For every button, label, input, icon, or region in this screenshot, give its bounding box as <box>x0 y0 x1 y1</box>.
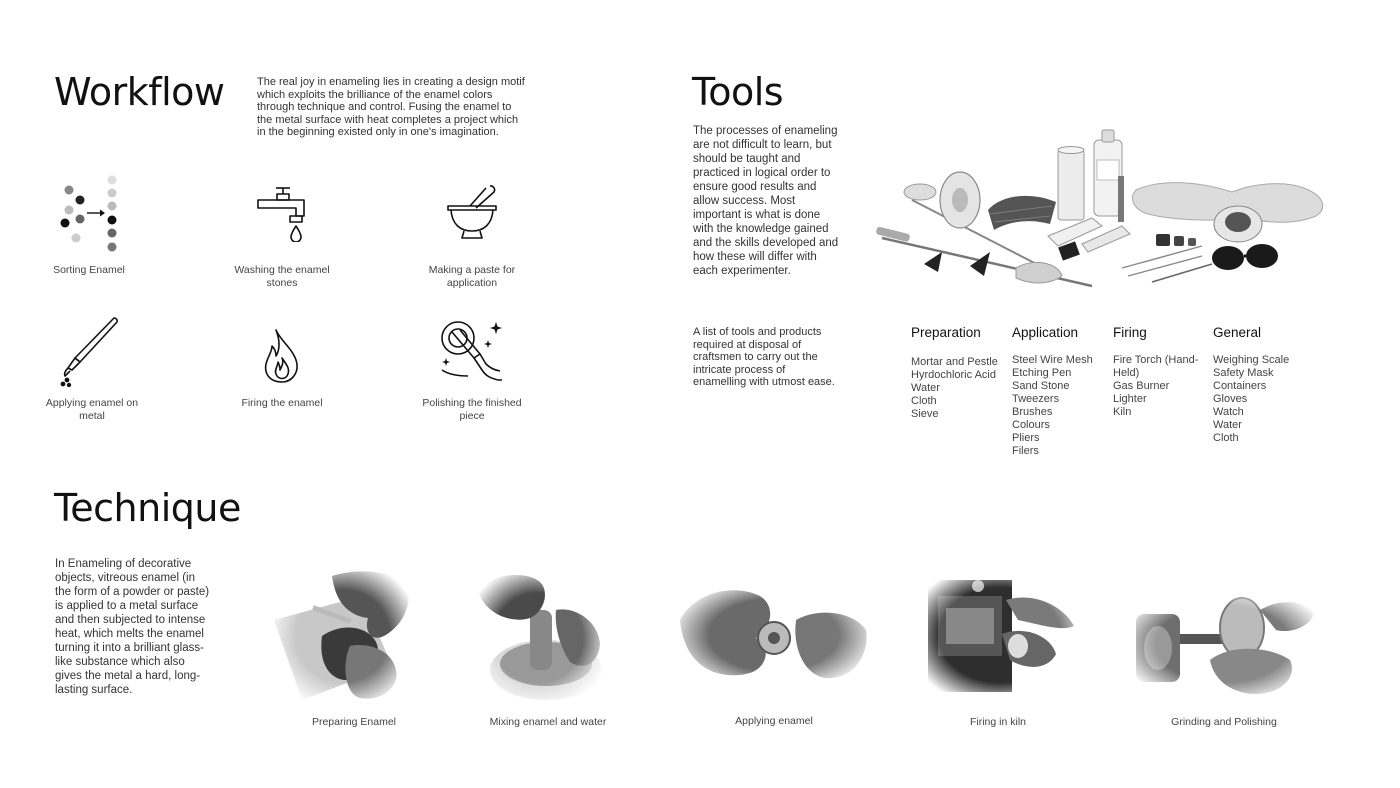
tool-item: Watch <box>1213 406 1244 418</box>
tools-list-intro: A list of tools and products required at disposal of craftsmen to carry out the intricate process of enamelling with utmost ease. <box>693 326 835 388</box>
tool-item: Pliers <box>1012 432 1040 444</box>
category-heading: Application <box>1012 325 1079 340</box>
tools-title: Tools <box>692 70 784 114</box>
tool-item: Hyrdochloric Acid <box>911 369 996 381</box>
tool-item: Etching Pen <box>1012 367 1072 379</box>
workflow-title: Workflow <box>54 70 225 114</box>
tool-item: Gloves <box>1213 393 1248 405</box>
sorting-icon <box>56 175 122 255</box>
category-heading: General <box>1213 325 1262 340</box>
workflow-intro: The real joy in enameling lies in creating a design motif which exploits the brilliance of the enamel colors through technique and control. Fusing the enamel to the metal surface with heat completes a project which in the beginning existed only in one's imagination. <box>257 76 525 138</box>
category-heading: Firing <box>1113 325 1147 340</box>
preparing-enamel-photo <box>272 566 414 706</box>
tools-category-application <box>1012 325 1104 458</box>
tools-category-firing <box>1113 325 1203 419</box>
technique-intro: In Enameling of decorative objects, vitreous enamel (in the form of a powder or paste) is applied to a metal surface and then subjected to intense heat, which melts the enamel turning it into a brilliant glass-like substance which also gives the metal a hard, long-lasting surface. <box>55 558 210 696</box>
tools-category-general <box>1213 325 1305 445</box>
tool-item: Tweezers <box>1012 393 1060 405</box>
step-label: Firing the enamel <box>241 397 323 409</box>
category-heading: Preparation <box>911 325 981 340</box>
tool-item: Steel Wire Mesh <box>1012 354 1093 366</box>
tool-item: Kiln <box>1113 406 1132 418</box>
tool-item: Sand Stone <box>1012 380 1070 392</box>
tap-icon <box>256 186 308 242</box>
step-label: Washing the enamel stones <box>234 264 330 289</box>
step-label: Making a paste for application <box>428 264 516 289</box>
tool-item: Sieve <box>911 408 939 420</box>
step-label: Applying enamel on metal <box>45 397 139 422</box>
brush-icon <box>60 316 120 388</box>
tool-item: Weighing Scale <box>1213 354 1290 366</box>
firing-in-kiln-photo <box>922 574 1078 696</box>
tool-item: Safety Mask <box>1213 367 1274 379</box>
tool-item: Cloth <box>911 395 937 407</box>
photo-caption: Firing in kiln <box>969 716 1027 728</box>
tool-item: Gas Burner <box>1113 380 1170 392</box>
tool-item: Mortar and Pestle <box>911 356 998 368</box>
tool-item: Colours <box>1012 419 1050 431</box>
polishing-icon <box>438 318 506 386</box>
tool-item: Brushes <box>1012 406 1053 418</box>
tools-photo <box>872 126 1332 296</box>
tool-item: Lighter <box>1113 393 1147 405</box>
tool-item: Filers <box>1012 445 1039 457</box>
step-label: Polishing the finished piece <box>422 397 522 422</box>
tool-item: Containers <box>1213 380 1267 392</box>
technique-title: Technique <box>54 486 241 530</box>
tools-intro: The processes of enameling are not difficult to learn, but should be taught and practiced in logical order to ensure good results and allow success. Most important is what is done with the knowledge gained and the skills developed and how these will differ with each experimenter. <box>693 125 839 277</box>
photo-caption: Preparing Enamel <box>311 716 397 728</box>
mixing-enamel-photo <box>470 570 606 706</box>
flame-icon <box>262 328 302 384</box>
grinding-polishing-photo <box>1130 590 1316 698</box>
tool-item: Water <box>911 382 940 394</box>
step-label: Sorting Enamel <box>53 264 125 276</box>
tools-category-preparation <box>911 325 1003 421</box>
mortar-pestle-icon <box>446 184 498 242</box>
photo-caption: Mixing enamel and water <box>489 716 607 728</box>
photo-caption: Grinding and Polishing <box>1171 716 1277 728</box>
tool-item: Cloth <box>1213 432 1239 444</box>
photo-caption: Applying enamel <box>735 715 813 727</box>
tool-item: Fire Torch (Hand-Held) <box>1113 354 1199 379</box>
tool-item: Water <box>1213 419 1242 431</box>
applying-enamel-photo <box>676 580 872 690</box>
